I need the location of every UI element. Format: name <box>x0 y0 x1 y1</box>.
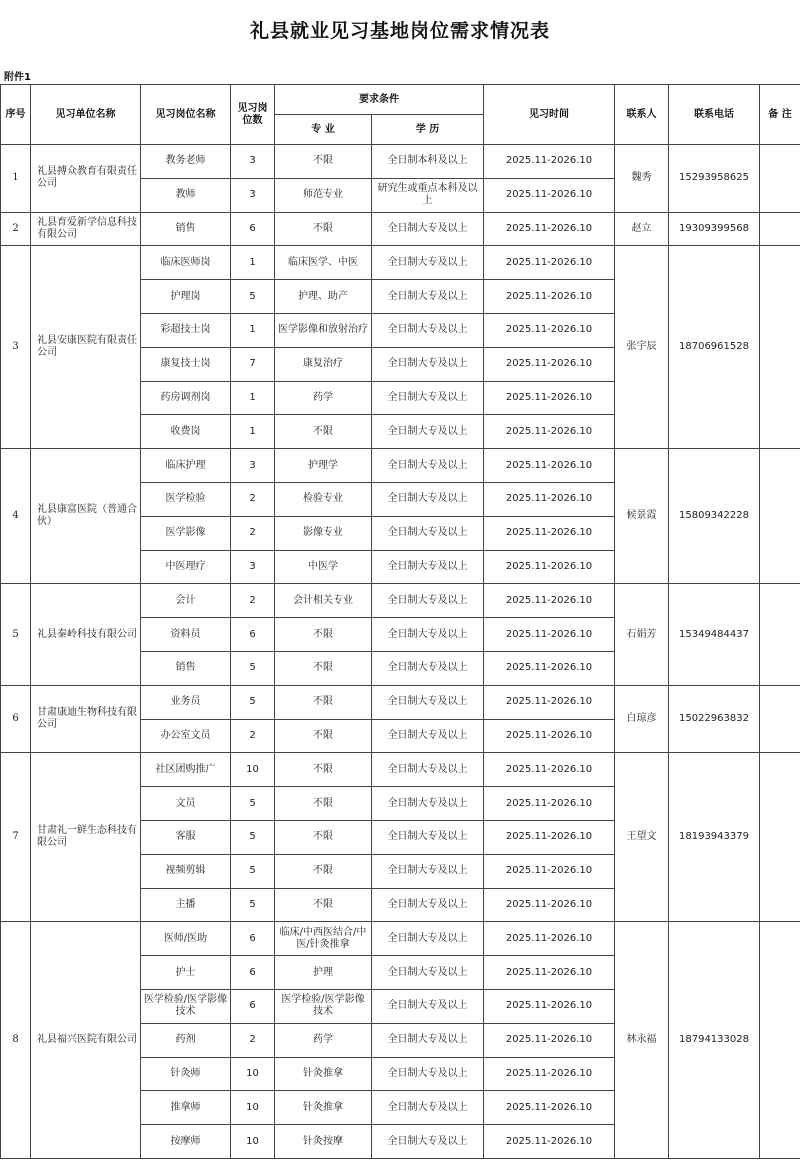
education-cell: 全日制大专及以上 <box>372 347 484 381</box>
period-cell: 2025.11-2026.10 <box>484 753 615 787</box>
unit-name-cell: 礼县秦岭科技有限公司 <box>31 584 141 685</box>
major-cell: 师范专业 <box>275 178 372 212</box>
period-cell: 2025.11-2026.10 <box>484 381 615 415</box>
education-cell: 全日制大专及以上 <box>372 956 484 990</box>
position-cell: 视频剪辑 <box>141 854 231 888</box>
period-cell: 2025.11-2026.10 <box>484 989 615 1023</box>
seq-cell: 6 <box>1 685 31 753</box>
period-cell: 2025.11-2026.10 <box>484 618 615 652</box>
remark-cell <box>760 753 800 922</box>
position-cell: 销售 <box>141 212 231 246</box>
phone-cell: 15349484437 <box>669 584 760 685</box>
unit-name-cell: 甘肃礼一鲜生态科技有限公司 <box>31 753 141 922</box>
seq-cell: 4 <box>1 449 31 584</box>
table-body <box>1 145 800 1159</box>
education-cell: 全日制大专及以上 <box>372 651 484 685</box>
period-cell: 2025.11-2026.10 <box>484 1057 615 1091</box>
position-cell: 临床护理 <box>141 449 231 483</box>
header-requirements: 要求条件 <box>275 85 484 115</box>
major-cell: 中医学 <box>275 550 372 584</box>
period-cell: 2025.11-2026.10 <box>484 246 615 280</box>
phone-cell: 18794133028 <box>669 922 760 1159</box>
education-cell: 全日制大专及以上 <box>372 212 484 246</box>
count-cell: 5 <box>231 685 275 719</box>
major-cell: 不限 <box>275 888 372 922</box>
period-cell: 2025.11-2026.10 <box>484 449 615 483</box>
period-cell: 2025.11-2026.10 <box>484 956 615 990</box>
count-cell: 10 <box>231 1057 275 1091</box>
position-cell: 推拿师 <box>141 1091 231 1125</box>
header-count: 见习岗位数 <box>231 85 275 145</box>
major-cell: 不限 <box>275 415 372 449</box>
table-row <box>1 212 800 246</box>
count-cell: 3 <box>231 550 275 584</box>
major-cell: 不限 <box>275 651 372 685</box>
seq-cell: 5 <box>1 584 31 685</box>
attachment-label: 附件1 <box>4 72 31 83</box>
position-cell: 医学影像 <box>141 516 231 550</box>
major-cell: 针灸按摩 <box>275 1125 372 1159</box>
education-cell: 全日制大专及以上 <box>372 280 484 314</box>
header-row-1 <box>1 85 800 115</box>
major-cell: 医学检验/医学影像技术 <box>275 989 372 1023</box>
major-cell: 不限 <box>275 787 372 821</box>
seq-cell: 3 <box>1 246 31 449</box>
seq-cell: 2 <box>1 212 31 246</box>
count-cell: 6 <box>231 922 275 956</box>
major-cell: 不限 <box>275 854 372 888</box>
count-cell: 1 <box>231 381 275 415</box>
table-row <box>1 246 800 280</box>
position-cell: 药剂 <box>141 1023 231 1057</box>
education-cell: 全日制大专及以上 <box>372 888 484 922</box>
position-cell: 医师/医助 <box>141 922 231 956</box>
major-cell: 不限 <box>275 820 372 854</box>
count-cell: 5 <box>231 787 275 821</box>
unit-name-cell: 甘肃康迪生物科技有限公司 <box>31 685 141 753</box>
period-cell: 2025.11-2026.10 <box>484 313 615 347</box>
period-cell: 2025.11-2026.10 <box>484 888 615 922</box>
education-cell: 全日制大专及以上 <box>372 820 484 854</box>
table-row <box>1 145 800 179</box>
major-cell: 不限 <box>275 685 372 719</box>
count-cell: 2 <box>231 719 275 753</box>
phone-cell: 19309399568 <box>669 212 760 246</box>
major-cell: 临床医学、中医 <box>275 246 372 280</box>
count-cell: 5 <box>231 820 275 854</box>
count-cell: 6 <box>231 956 275 990</box>
period-cell: 2025.11-2026.10 <box>484 415 615 449</box>
education-cell: 全日制大专及以上 <box>372 1057 484 1091</box>
position-cell: 业务员 <box>141 685 231 719</box>
major-cell: 针灸推拿 <box>275 1091 372 1125</box>
remark-cell <box>760 922 800 1159</box>
page-title: 礼县就业见习基地岗位需求情况表 <box>249 20 550 42</box>
count-cell: 10 <box>231 1125 275 1159</box>
major-cell: 影像专业 <box>275 516 372 550</box>
unit-name-cell: 礼县福兴医院有限公司 <box>31 922 141 1159</box>
count-cell: 2 <box>231 1023 275 1057</box>
period-cell: 2025.11-2026.10 <box>484 651 615 685</box>
unit-name-cell: 礼县搏众教育有限责任公司 <box>31 145 141 213</box>
education-cell: 全日制大专及以上 <box>372 246 484 280</box>
education-cell: 全日制大专及以上 <box>372 922 484 956</box>
position-cell: 主播 <box>141 888 231 922</box>
position-cell: 文员 <box>141 787 231 821</box>
phone-cell: 18193943379 <box>669 753 760 922</box>
position-cell: 药房调剂岗 <box>141 381 231 415</box>
remark-cell <box>760 212 800 246</box>
count-cell: 5 <box>231 854 275 888</box>
position-cell: 教务老师 <box>141 145 231 179</box>
education-cell: 全日制大专及以上 <box>372 415 484 449</box>
remark-cell <box>760 246 800 449</box>
table-row <box>1 922 800 956</box>
contact-cell: 王望文 <box>615 753 669 922</box>
period-cell: 2025.11-2026.10 <box>484 685 615 719</box>
education-cell: 全日制本科及以上 <box>372 145 484 179</box>
unit-name-cell: 礼县康富医院（普通合伙） <box>31 449 141 584</box>
position-cell: 护理岗 <box>141 280 231 314</box>
remark-cell <box>760 449 800 584</box>
education-cell: 全日制大专及以上 <box>372 550 484 584</box>
table-row <box>1 449 800 483</box>
major-cell: 护理学 <box>275 449 372 483</box>
education-cell: 全日制大专及以上 <box>372 854 484 888</box>
period-cell: 2025.11-2026.10 <box>484 1125 615 1159</box>
header-major: 专 业 <box>275 115 372 145</box>
remark-cell <box>760 145 800 213</box>
position-cell: 医学检验/医学影像技术 <box>141 989 231 1023</box>
header-phone: 联系电话 <box>669 85 760 145</box>
count-cell: 7 <box>231 347 275 381</box>
header-seq: 序号 <box>1 85 31 145</box>
education-cell: 全日制大专及以上 <box>372 449 484 483</box>
major-cell: 临床/中西医结合/中医/针灸推拿 <box>275 922 372 956</box>
count-cell: 1 <box>231 246 275 280</box>
period-cell: 2025.11-2026.10 <box>484 719 615 753</box>
period-cell: 2025.11-2026.10 <box>484 922 615 956</box>
count-cell: 5 <box>231 888 275 922</box>
position-cell: 按摩师 <box>141 1125 231 1159</box>
education-cell: 全日制大专及以上 <box>372 719 484 753</box>
period-cell: 2025.11-2026.10 <box>484 820 615 854</box>
unit-name-cell: 礼县安康医院有限责任公司 <box>31 246 141 449</box>
phone-cell: 15809342228 <box>669 449 760 584</box>
education-cell: 全日制大专及以上 <box>372 313 484 347</box>
header-unit: 见习单位名称 <box>31 85 141 145</box>
count-cell: 10 <box>231 1091 275 1125</box>
contact-cell: 石娟芳 <box>615 584 669 685</box>
education-cell: 全日制大专及以上 <box>372 381 484 415</box>
position-cell: 社区团购推广 <box>141 753 231 787</box>
count-cell: 3 <box>231 145 275 179</box>
position-cell: 医学检验 <box>141 482 231 516</box>
period-cell: 2025.11-2026.10 <box>484 550 615 584</box>
period-cell: 2025.11-2026.10 <box>484 145 615 179</box>
positions-table <box>0 84 800 1159</box>
major-cell: 康复治疗 <box>275 347 372 381</box>
education-cell: 研究生或重点本科及以上 <box>372 178 484 212</box>
count-cell: 2 <box>231 584 275 618</box>
period-cell: 2025.11-2026.10 <box>484 482 615 516</box>
education-cell: 全日制大专及以上 <box>372 989 484 1023</box>
phone-cell: 15293958625 <box>669 145 760 213</box>
position-cell: 资料员 <box>141 618 231 652</box>
contact-cell: 魏秀 <box>615 145 669 213</box>
period-cell: 2025.11-2026.10 <box>484 280 615 314</box>
position-cell: 客服 <box>141 820 231 854</box>
count-cell: 6 <box>231 212 275 246</box>
period-cell: 2025.11-2026.10 <box>484 1023 615 1057</box>
education-cell: 全日制大专及以上 <box>372 1125 484 1159</box>
period-cell: 2025.11-2026.10 <box>484 854 615 888</box>
period-cell: 2025.11-2026.10 <box>484 347 615 381</box>
education-cell: 全日制大专及以上 <box>372 482 484 516</box>
table-row <box>1 753 800 787</box>
position-cell: 办公室文员 <box>141 719 231 753</box>
contact-cell: 赵立 <box>615 212 669 246</box>
count-cell: 1 <box>231 313 275 347</box>
position-cell: 临床医师岗 <box>141 246 231 280</box>
major-cell: 药学 <box>275 381 372 415</box>
education-cell: 全日制大专及以上 <box>372 516 484 550</box>
table-row <box>1 584 800 618</box>
count-cell: 2 <box>231 516 275 550</box>
count-cell: 10 <box>231 753 275 787</box>
major-cell: 不限 <box>275 145 372 179</box>
major-cell: 会计相关专业 <box>275 584 372 618</box>
phone-cell: 18706961528 <box>669 246 760 449</box>
count-cell: 3 <box>231 449 275 483</box>
contact-cell: 候景霞 <box>615 449 669 584</box>
period-cell: 2025.11-2026.10 <box>484 212 615 246</box>
major-cell: 医学影像和放射治疗 <box>275 313 372 347</box>
education-cell: 全日制大专及以上 <box>372 685 484 719</box>
position-cell: 收费岗 <box>141 415 231 449</box>
header-period: 见习时间 <box>484 85 615 145</box>
header-contact: 联系人 <box>615 85 669 145</box>
header-remark: 备 注 <box>760 85 800 145</box>
remark-cell <box>760 685 800 753</box>
position-cell: 销售 <box>141 651 231 685</box>
education-cell: 全日制大专及以上 <box>372 787 484 821</box>
period-cell: 2025.11-2026.10 <box>484 584 615 618</box>
major-cell: 护理、助产 <box>275 280 372 314</box>
count-cell: 6 <box>231 618 275 652</box>
education-cell: 全日制大专及以上 <box>372 1091 484 1125</box>
major-cell: 针灸推拿 <box>275 1057 372 1091</box>
major-cell: 检验专业 <box>275 482 372 516</box>
position-cell: 教师 <box>141 178 231 212</box>
seq-cell: 7 <box>1 753 31 922</box>
education-cell: 全日制大专及以上 <box>372 753 484 787</box>
seq-cell: 1 <box>1 145 31 213</box>
header-position: 见习岗位名称 <box>141 85 231 145</box>
count-cell: 5 <box>231 280 275 314</box>
major-cell: 药学 <box>275 1023 372 1057</box>
major-cell: 护理 <box>275 956 372 990</box>
count-cell: 2 <box>231 482 275 516</box>
count-cell: 6 <box>231 989 275 1023</box>
contact-cell: 张宇辰 <box>615 246 669 449</box>
position-cell: 针灸师 <box>141 1057 231 1091</box>
period-cell: 2025.11-2026.10 <box>484 787 615 821</box>
count-cell: 1 <box>231 415 275 449</box>
count-cell: 3 <box>231 178 275 212</box>
major-cell: 不限 <box>275 719 372 753</box>
contact-cell: 白琼彦 <box>615 685 669 753</box>
major-cell: 不限 <box>275 753 372 787</box>
period-cell: 2025.11-2026.10 <box>484 1091 615 1125</box>
position-cell: 会计 <box>141 584 231 618</box>
major-cell: 不限 <box>275 212 372 246</box>
position-cell: 中医理疗 <box>141 550 231 584</box>
major-cell: 不限 <box>275 618 372 652</box>
table-row <box>1 685 800 719</box>
phone-cell: 15022963832 <box>669 685 760 753</box>
seq-cell: 8 <box>1 922 31 1159</box>
period-cell: 2025.11-2026.10 <box>484 178 615 212</box>
education-cell: 全日制大专及以上 <box>372 618 484 652</box>
education-cell: 全日制大专及以上 <box>372 584 484 618</box>
remark-cell <box>760 584 800 685</box>
header-education: 学 历 <box>372 115 484 145</box>
education-cell: 全日制大专及以上 <box>372 1023 484 1057</box>
contact-cell: 林永福 <box>615 922 669 1159</box>
unit-name-cell: 礼县育爱新学信息科技有限公司 <box>31 212 141 246</box>
position-cell: 彩超技士岗 <box>141 313 231 347</box>
count-cell: 5 <box>231 651 275 685</box>
period-cell: 2025.11-2026.10 <box>484 516 615 550</box>
position-cell: 护士 <box>141 956 231 990</box>
position-cell: 康复技士岗 <box>141 347 231 381</box>
